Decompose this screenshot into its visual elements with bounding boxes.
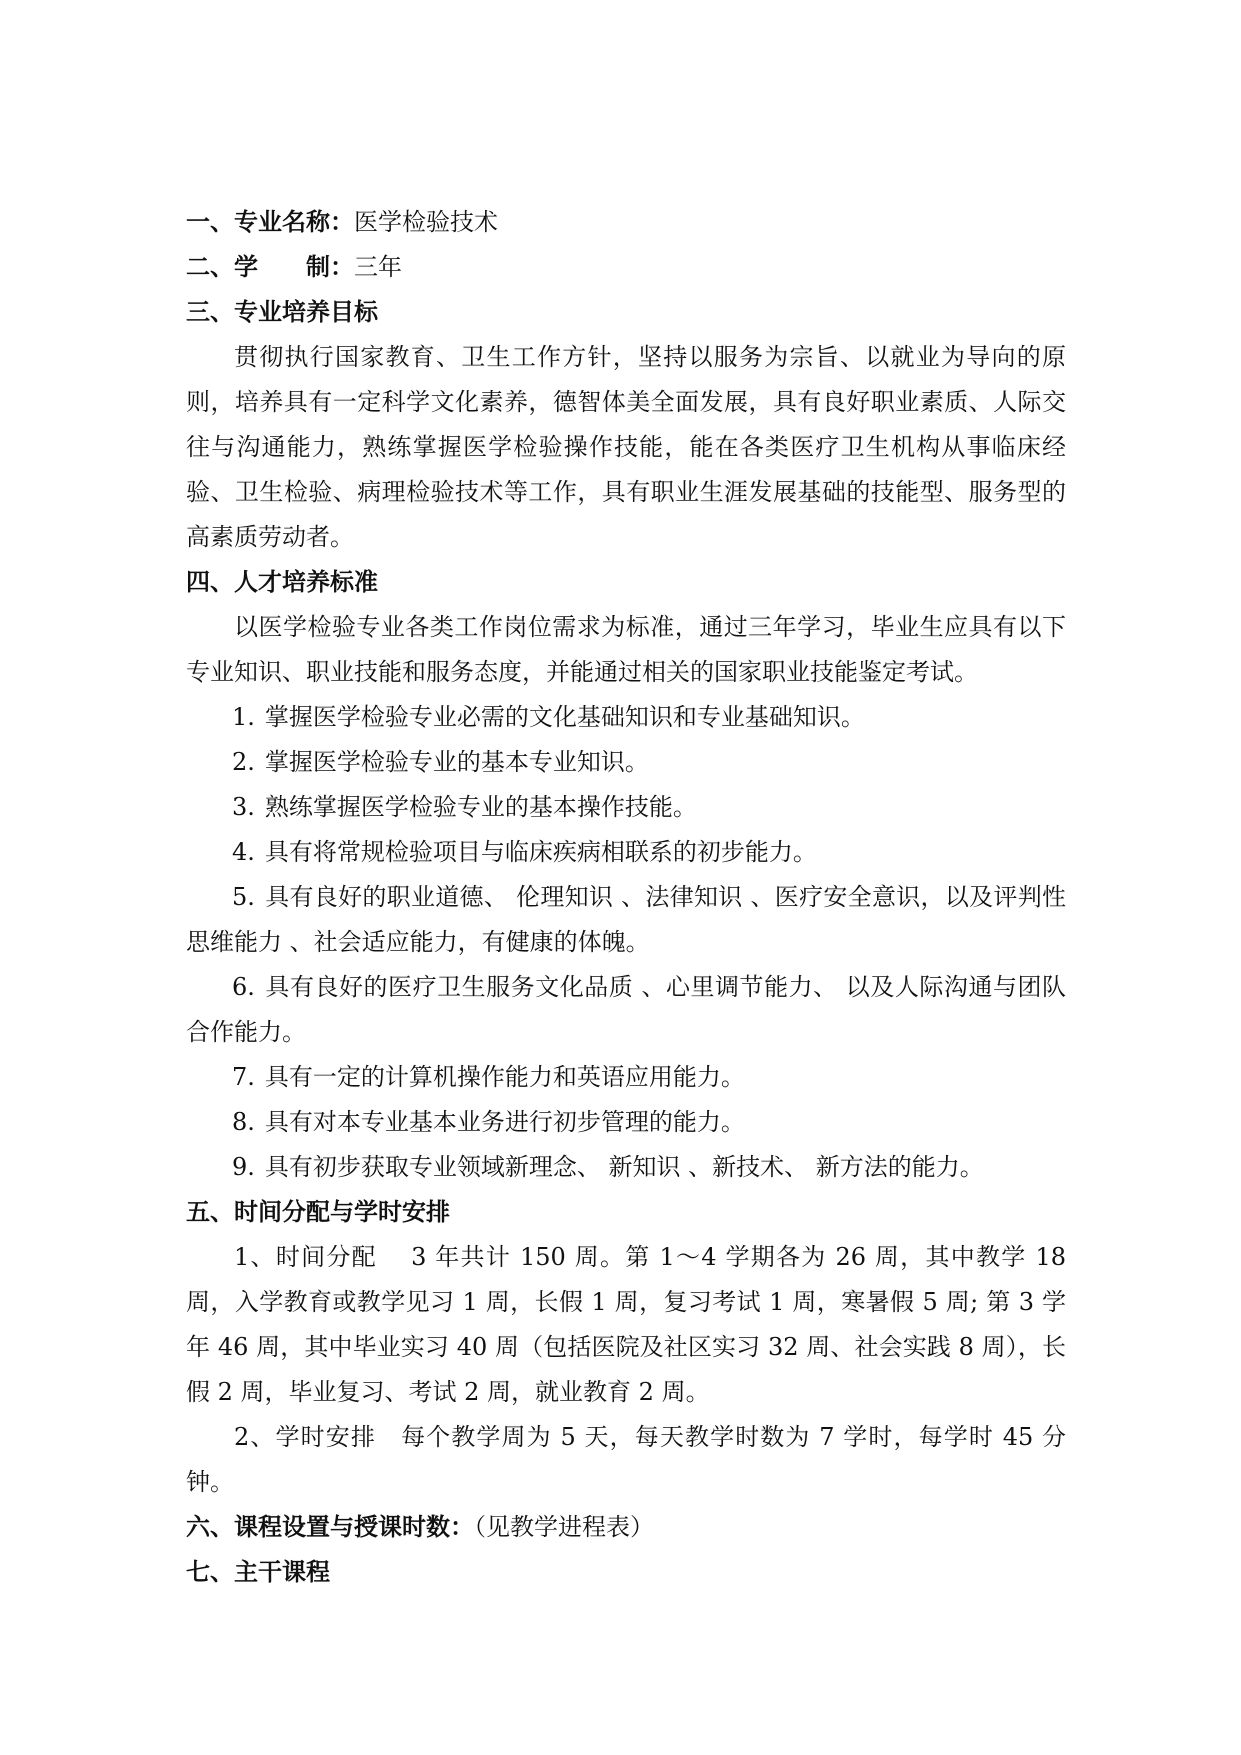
section-time-allocation-heading: 五、时间分配与学时安排 — [186, 1198, 450, 1226]
section-duration-value: 三年 — [354, 253, 402, 281]
section-core-courses-heading: 七、主干课程 — [186, 1558, 330, 1586]
talent-standard-list — [186, 695, 1066, 1190]
list-item: 9. 具有初步获取专业领域新理念、 新知识 、新技术、 新方法的能力。 — [232, 1153, 984, 1181]
list-item: 2. 掌握医学检验专业的基本专业知识。 — [232, 748, 649, 776]
talent-standard-paragraph: 以医学检验专业各类工作岗位需求为标准，通过三年学习，毕业生应具有以下专业知识、职业技能和服务态度，并能通过相关的国家职业技能鉴定考试。 — [186, 613, 1066, 686]
section-talent-standard-heading: 四、人才培养标准 — [186, 568, 378, 596]
section-major-name-value: 医学检验技术 — [354, 208, 498, 236]
section-curriculum — [186, 1505, 1066, 1550]
list-item: 6. 具有良好的医疗卫生服务文化品质 、心里调节能力、 以及人际沟通与团队合作能力。 — [186, 973, 1066, 1046]
document-body — [186, 200, 1066, 1595]
list-item: 4. 具有将常规检验项目与临床疾病相联系的初步能力。 — [232, 838, 817, 866]
training-goal-paragraph: 贯彻执行国家教育、卫生工作方针，坚持以服务为宗旨、以就业为导向的原则，培养具有一定科学文化素养，德智体美全面发展，具有良好职业素质、人际交往与沟通能力，熟练掌握医学检验操作技能，能在各类医疗卫生机构从事临床经验、卫生检验、病理检验技术等工作，具有职业生涯发展基础的技能型、服务型的高素质劳动者。 — [186, 343, 1066, 551]
class-hours-paragraph: 2、学时安排 每个教学周为 5 天，每天教学时数为 7 学时，每学时 45 分钟。 — [186, 1423, 1066, 1496]
list-item: 1. 掌握医学检验专业必需的文化基础知识和专业基础知识。 — [232, 703, 865, 731]
section-duration-label: 二、学 制： — [186, 253, 354, 281]
time-allocation-paragraph: 1、时间分配 3 年共计 150 周。第 1～4 学期各为 26 周，其中教学 18 周，入学教育或教学见习 1 周，长假 1 周，复习考试 1 周，寒暑假 5 周; 第 3 学年 46 周，其中毕业实习 40 周（包括医院及社区实习 32 周、社会实践 8 周），长假 2 周，毕业复习、考试 2 周，就业教育 2 周。 — [186, 1243, 1066, 1406]
section-training-goal-heading: 三、专业培养目标 — [186, 298, 378, 326]
list-item: 3. 熟练掌握医学检验专业的基本操作技能。 — [232, 793, 697, 821]
section-duration — [186, 245, 1066, 290]
section-curriculum-value: （见教学进程表） — [474, 1513, 654, 1541]
list-item: 7. 具有一定的计算机操作能力和英语应用能力。 — [232, 1063, 745, 1091]
list-item: 5. 具有良好的职业道德、 伦理知识 、法律知识 、医疗安全意识，以及评判性思维能力 、社会适应能力，有健康的体魄。 — [186, 883, 1066, 956]
list-item: 8. 具有对本专业基本业务进行初步管理的能力。 — [232, 1108, 745, 1136]
section-curriculum-label: 六、课程设置与授课时数： — [186, 1513, 474, 1541]
section-major-name — [186, 200, 1066, 245]
section-major-name-label: 一、专业名称： — [186, 208, 354, 236]
